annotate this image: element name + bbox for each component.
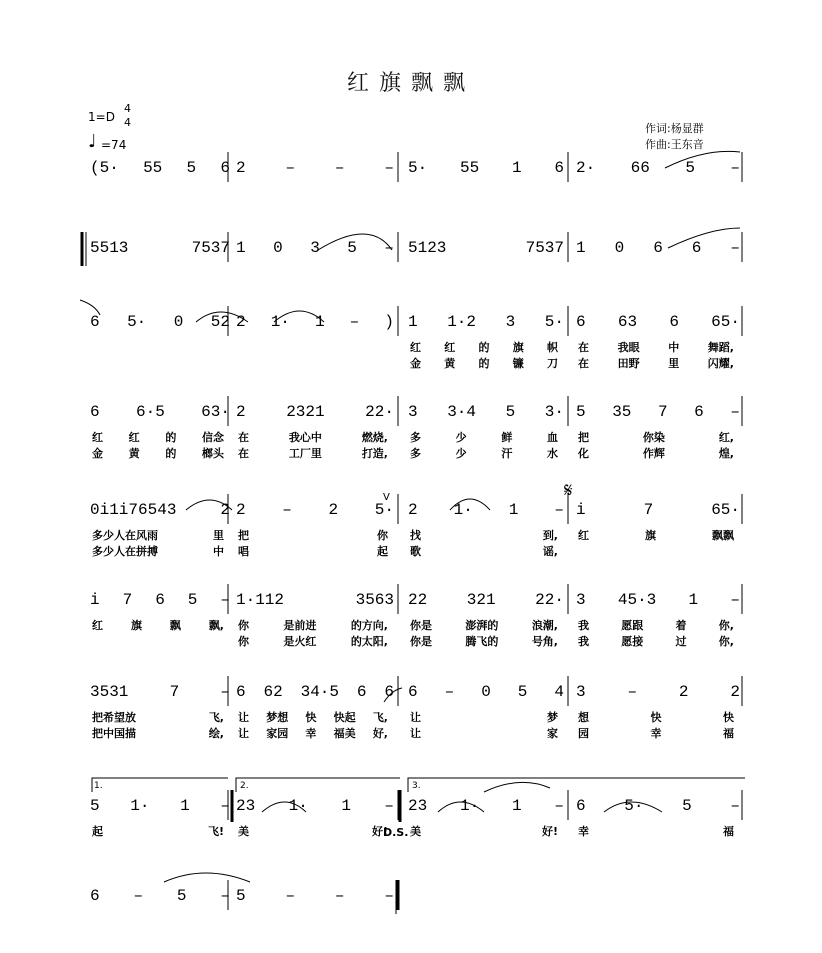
note: 6 (155, 591, 165, 609)
lyric-word: 镰 (512, 357, 524, 370)
lyric-word: 化 (578, 447, 589, 460)
lyric-word: 帜 (547, 341, 558, 354)
note: 7 (122, 591, 133, 609)
note: 6 (691, 239, 702, 257)
lyric-word: 旗 (645, 529, 656, 542)
breath-mark: V (383, 492, 390, 503)
lyric-word: 中 (213, 545, 224, 558)
note: 63· (201, 403, 230, 421)
time-signature-bottom: 4 (124, 116, 131, 129)
note: 3· (544, 403, 564, 421)
note: 5· (624, 797, 644, 815)
volta-1 (92, 778, 228, 792)
note: 1·2 (447, 313, 476, 331)
lyric-word: 浪潮, (531, 619, 558, 632)
note: 66 (630, 159, 650, 177)
note: – (384, 239, 394, 257)
note: 1 (236, 239, 246, 257)
note: 45·3 (617, 591, 657, 609)
note: 6 (576, 797, 586, 815)
note: 5· (544, 313, 564, 331)
note: 3·4 (447, 403, 476, 421)
note: 3 (505, 313, 516, 331)
lyric-word: 红 (410, 341, 421, 354)
note: 0 (173, 313, 184, 331)
slur (665, 151, 740, 168)
lyric-word: 多 (410, 431, 421, 444)
note: 5 (90, 797, 100, 815)
lyric-word: 幸 (305, 727, 317, 740)
slur (196, 312, 248, 322)
lyric-word: 多少人在风雨 (92, 529, 158, 542)
note: 2 (678, 683, 689, 701)
note: 22· (365, 403, 394, 421)
note: 1· (459, 797, 480, 815)
note: 7537 (191, 239, 230, 257)
lyric-word: 田野 (617, 357, 640, 370)
lyric-word: 飞, (372, 711, 388, 724)
lyric-word: 榔头 (201, 447, 224, 460)
note: 1 (180, 797, 190, 815)
volta-label: 2. (240, 781, 249, 791)
lyric-word: 红 (92, 619, 103, 632)
slur (262, 802, 306, 812)
note: 6 (669, 313, 679, 331)
note: 3 (310, 239, 320, 257)
note: 5· (127, 313, 147, 331)
lyric-word: 过 (675, 635, 687, 648)
note: – (730, 403, 740, 421)
lyric-word: 飘飘 (712, 529, 734, 542)
lyric-word: 愿接 (621, 635, 644, 648)
lyric-word: 绘, (208, 727, 224, 740)
ds-label: D.S. (383, 826, 409, 839)
lyric-word: 里 (668, 357, 680, 370)
segno-icon: 𝄋 (564, 478, 573, 502)
note: – (220, 591, 230, 609)
volta-2 (236, 778, 400, 792)
note: 55 (459, 159, 480, 177)
volta-label: 3. (412, 781, 421, 791)
lyric-word: 你, (718, 635, 734, 648)
note: 6 (236, 683, 246, 701)
note: 1 (314, 313, 325, 331)
slur (604, 802, 662, 812)
note: 7537 (525, 239, 564, 257)
note: 5 (685, 159, 695, 177)
lyric-word: 谣, (542, 545, 558, 558)
lyric-word: 黄 (444, 357, 456, 370)
lyric-word: 闪耀, (707, 357, 734, 370)
lyric-word: 是火红 (283, 635, 317, 648)
note: 1· (130, 797, 150, 815)
lyric-word: 在 (238, 447, 249, 460)
note: 1 (511, 159, 522, 177)
lyric-word: 你 (238, 635, 249, 648)
note: 55 (143, 159, 163, 177)
note: 2 (236, 313, 246, 331)
note: 6 (356, 683, 367, 701)
lyric-word: 在 (238, 431, 249, 444)
lyric-word: 中 (668, 341, 680, 354)
lyric-word: 福 (723, 727, 734, 740)
lyric-word: 水 (546, 447, 558, 460)
note: 1· (270, 313, 290, 331)
time-signature-top: 4 (124, 102, 131, 115)
note: 6 (554, 159, 564, 177)
note: 6 (694, 403, 704, 421)
note: – (730, 591, 740, 609)
note: 1 (508, 501, 519, 519)
lyric-word: 好! (371, 825, 388, 838)
lyric-word: 飞! (207, 825, 224, 838)
note: – (730, 797, 740, 815)
note: 6·5 (135, 403, 165, 421)
note: – (349, 313, 360, 331)
note: 5 (236, 887, 246, 905)
note: 7 (169, 683, 180, 701)
note: 2· (576, 159, 596, 177)
note: 3 (576, 591, 586, 609)
note: 35 (612, 403, 632, 421)
quarter-note-icon: ♩ (88, 131, 97, 152)
lyric-word: 快起 (333, 711, 356, 724)
note: 6 (384, 683, 394, 701)
lyric-word: 找 (410, 529, 421, 542)
slur (274, 311, 324, 322)
lyric-word: 到, (542, 529, 558, 542)
note: 2 (220, 501, 230, 519)
lyric-word: 我眼 (617, 341, 640, 354)
note: – (285, 159, 296, 177)
lyric-word: 幸 (578, 825, 589, 838)
note: 7 (657, 403, 668, 421)
slur (438, 802, 484, 812)
lyric-word: 信念 (201, 431, 224, 444)
lyric-word: 歌 (410, 545, 421, 558)
note: 65· (711, 501, 740, 519)
note: – (554, 501, 564, 519)
note: 3 (408, 403, 418, 421)
lyric-word: 里 (213, 529, 224, 542)
lyric-word: 你是 (410, 619, 432, 632)
note: 23 (408, 797, 428, 815)
lyric-word: 刀 (547, 357, 558, 370)
lyric-word: 起 (92, 825, 103, 838)
lyric-word: 美 (410, 825, 421, 838)
note: – (220, 683, 230, 701)
note: 1 (511, 797, 522, 815)
note: 1 (408, 313, 418, 331)
note: 5 (576, 403, 586, 421)
lyric-word: 家园 (266, 727, 289, 740)
lyric-word: 我 (578, 635, 589, 648)
slur (318, 234, 392, 250)
note: – (285, 887, 296, 905)
lyricist: 作词:杨显群 (645, 122, 704, 135)
lyric-word: 起 (377, 545, 388, 558)
note: 7 (643, 501, 654, 519)
note: – (554, 797, 564, 815)
lyric-word: 我心中 (288, 431, 322, 444)
lyric-word: 旗 (130, 619, 142, 632)
lyric-word: 福美 (333, 727, 356, 740)
song-title: 红旗飘飘 (346, 71, 475, 96)
lyric-word: 工厂里 (288, 447, 322, 460)
lyric-word: 快 (650, 711, 662, 724)
note: 6 (220, 159, 230, 177)
note: 6 (408, 683, 418, 701)
note: 2 (236, 501, 246, 519)
note: 5 (347, 239, 357, 257)
lyric-word: 的 (165, 447, 177, 460)
volta-label: 1. (94, 781, 103, 791)
lyric-word: 煌, (718, 447, 734, 460)
composer: 作曲:王东音 (645, 138, 704, 151)
note: 5 (186, 159, 197, 177)
lyric-word: 红, (718, 431, 734, 444)
lyric-word: 打造, (361, 447, 388, 460)
lyric-word: 唱 (238, 545, 249, 558)
slur (384, 688, 402, 702)
lyric-word: 愿跟 (621, 619, 644, 632)
note: 22· (535, 591, 564, 609)
note: 1 (576, 239, 586, 257)
lyric-word: 红 (92, 431, 103, 444)
lyric-word: 你是 (410, 635, 432, 648)
lyric-word: 金 (92, 447, 103, 460)
lyric-word: 少 (455, 431, 467, 444)
note: 5 (505, 403, 516, 421)
note: – (282, 501, 292, 519)
note: 5 (682, 797, 692, 815)
lyric-word: 快 (723, 711, 734, 724)
note: – (730, 239, 740, 257)
lyric-word: 多 (410, 447, 421, 460)
note: – (384, 159, 394, 177)
lyric-word: 我 (578, 619, 589, 632)
lyric-word: 好, (372, 727, 388, 740)
lyric-word: 把 (578, 431, 589, 444)
note: 52 (210, 313, 230, 331)
note: – (133, 887, 144, 905)
slur (80, 300, 100, 315)
note: 321 (466, 591, 496, 609)
note: – (384, 797, 394, 815)
note: 3 (576, 683, 586, 701)
lyric-word: 你 (238, 619, 249, 632)
note: i (90, 591, 100, 609)
lyric-word: 多少人在拼搏 (92, 545, 158, 558)
lyric-word: 把希望放 (92, 711, 136, 724)
note: 1 (688, 591, 699, 609)
note: 3563 (355, 591, 394, 609)
lyric-word: 好! (541, 825, 558, 838)
note: 5 (176, 887, 187, 905)
lyric-word: 园 (578, 727, 589, 740)
slur (668, 228, 740, 248)
lyric-word: 澎湃的 (465, 619, 499, 632)
note: 22 (408, 591, 428, 609)
lyric-word: 是前进 (283, 619, 317, 632)
lyric-word: 你 (377, 529, 388, 542)
lyric-word: 你, (718, 619, 734, 632)
lyric-word: 让 (410, 711, 421, 724)
lyric-word: 作辉 (642, 447, 665, 460)
note: 2 (730, 683, 740, 701)
note: 0 (614, 239, 625, 257)
lyric-word: 舞蹈, (707, 341, 734, 354)
lyric-word: 在 (578, 357, 589, 370)
note: 4 (554, 683, 564, 701)
note: 62 (263, 683, 283, 701)
lyric-word: 的 (478, 357, 490, 370)
lyric-word: 汗 (501, 447, 513, 460)
note: 6 (90, 313, 100, 331)
lyric-word: 飘 (169, 619, 181, 632)
lyric-word: 的太阳, (350, 635, 388, 648)
note: 2 (236, 403, 246, 421)
lyric-word: 着 (675, 619, 687, 632)
lyric-word: 幸 (650, 727, 662, 740)
lyric-word: 的 (478, 341, 490, 354)
lyric-word: 把中国描 (92, 727, 136, 740)
note: – (730, 159, 740, 177)
slur (186, 500, 232, 510)
lyric-word: 号角, (531, 635, 558, 648)
key-signature: 1=D (88, 110, 115, 124)
lyric-word: 血 (546, 431, 558, 444)
note: 2 (408, 501, 418, 519)
lyric-word: 飘, (208, 619, 224, 632)
lyric-word: 少 (455, 447, 467, 460)
lyric-word: 快 (305, 711, 317, 724)
note: 5 (517, 683, 528, 701)
lyric-word: 红 (444, 341, 456, 354)
note: ) (384, 313, 394, 331)
note: 6 (653, 239, 663, 257)
note: 63 (617, 313, 638, 331)
lyric-word: 想 (578, 711, 589, 724)
lyric-word: 红 (128, 431, 140, 444)
lyric-word: 在 (578, 341, 589, 354)
note: 5· (374, 501, 394, 519)
tempo-mark: =74 (101, 138, 127, 152)
note: 1 (341, 797, 351, 815)
note: 5· (408, 159, 428, 177)
lyric-word: 让 (410, 727, 421, 740)
note: i (576, 501, 586, 519)
note: 6 (90, 887, 100, 905)
note: – (444, 683, 455, 701)
lyric-word: 美 (238, 825, 249, 838)
note: 2 (328, 501, 339, 519)
note: – (384, 887, 394, 905)
note: 0 (273, 239, 283, 257)
lyric-word: 黄 (128, 447, 140, 460)
note: 2 (236, 159, 246, 177)
lyric-word: 的 (165, 431, 177, 444)
note: – (220, 797, 230, 815)
note: 65· (711, 313, 740, 331)
lyric-word: 鲜 (501, 431, 513, 444)
lyric-word: 红 (578, 529, 589, 542)
lyric-word: 飞, (208, 711, 224, 724)
lyric-word: 的方向, (350, 619, 388, 632)
slur (484, 782, 550, 792)
note: 2321 (286, 403, 325, 421)
note: 5513 (90, 239, 129, 257)
note: 34·5 (300, 683, 339, 701)
lyric-word: 福 (723, 825, 734, 838)
lyric-word: 你染 (642, 431, 665, 444)
note: 5 (187, 591, 198, 609)
note: – (334, 159, 345, 177)
note: 1· (453, 501, 473, 519)
note: – (627, 683, 638, 701)
lyric-word: 燃烧, (361, 431, 388, 444)
slur (164, 873, 250, 882)
note: 6 (90, 403, 100, 421)
lyric-word: 家 (547, 727, 558, 740)
lyric-word: 梦想 (266, 711, 289, 724)
lyric-word: 把 (238, 529, 249, 542)
note: 3531 (90, 683, 129, 701)
lyric-word: 让 (238, 727, 249, 740)
note: 0 (481, 683, 491, 701)
slur (450, 499, 490, 510)
note: 1· (288, 797, 308, 815)
note: 5123 (408, 239, 447, 257)
lyric-word: 腾飞的 (465, 635, 499, 648)
note: 23 (236, 797, 256, 815)
note: 1·112 (236, 591, 285, 609)
note: 0i1i76543 (90, 501, 177, 519)
note: (5· (90, 159, 119, 177)
note: – (334, 887, 345, 905)
volta-3 (408, 778, 745, 792)
note: – (220, 887, 230, 905)
lyric-word: 梦 (547, 711, 558, 724)
lyric-word: 让 (238, 711, 249, 724)
lyric-word: 旗 (512, 341, 524, 354)
note: 6 (576, 313, 586, 331)
lyric-word: 金 (410, 357, 421, 370)
